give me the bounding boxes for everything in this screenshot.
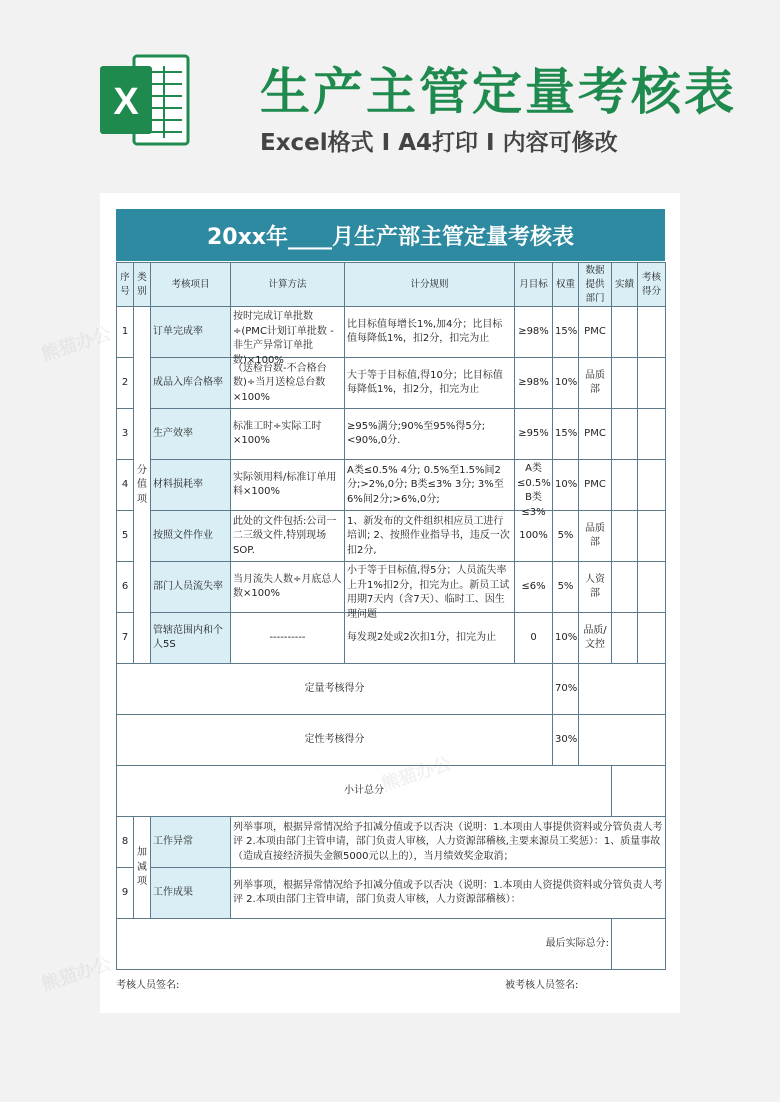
qual-score-label: 定性考核得分	[117, 715, 553, 766]
row-number: 9	[117, 868, 134, 919]
target-cell[interactable]: 0	[515, 613, 553, 664]
rule-text: 小于等于目标值,得5分；人员流失率上升1%扣2分，扣完为止。新员工试用期7天内（含7天）、临时工、因生理问题	[347, 565, 510, 620]
col-header: 计算方法	[231, 263, 345, 307]
final-score-label: 最后实际总分:	[117, 919, 612, 970]
target-cell[interactable]: 100%	[515, 511, 553, 562]
quant-score-row	[117, 664, 666, 715]
row-number: 2	[117, 358, 134, 409]
method-cell[interactable]: ----------	[231, 613, 345, 664]
score-cell[interactable]	[638, 307, 666, 358]
item-cell[interactable]: 按照文件作业	[151, 511, 231, 562]
assessment-table	[116, 262, 666, 970]
table-row	[117, 307, 666, 358]
qual-weight: 30%	[553, 715, 579, 766]
actual-cell[interactable]	[612, 409, 638, 460]
row-number: 7	[117, 613, 134, 664]
actual-cell[interactable]	[612, 307, 638, 358]
dept-cell[interactable]: PMC	[579, 409, 612, 460]
rule-text: 1、新发布的文件组织相应员工进行培训; 2、按照作业指导书，违反一次扣2分,	[347, 515, 510, 556]
col-header: 实績	[612, 263, 638, 307]
item-cell[interactable]: 部门人员流失率	[151, 562, 231, 613]
subtotal-label: 小计总分	[117, 766, 612, 817]
table-row	[117, 613, 666, 664]
target-cell[interactable]: ≥95%	[515, 409, 553, 460]
dept-cell[interactable]: 品质部	[579, 511, 612, 562]
qual-score-row	[117, 715, 666, 766]
page-subtitle: Excel格式 I A4打印 I 内容可修改	[260, 130, 618, 156]
watermark: 熊猫办公	[38, 323, 114, 366]
qual-score-value[interactable]	[579, 715, 666, 766]
rule-cell[interactable]	[345, 460, 515, 511]
header	[0, 0, 780, 190]
item-cell[interactable]: 工作异常	[151, 817, 231, 868]
dept-cell[interactable]: 品质/文控	[579, 613, 612, 664]
score-cell[interactable]	[638, 511, 666, 562]
method-cell[interactable]	[231, 460, 345, 511]
row-number: 3	[117, 409, 134, 460]
col-header: 计分规则	[345, 263, 515, 307]
method-cell[interactable]	[231, 562, 345, 613]
method-cell[interactable]	[231, 307, 345, 366]
extra-text: 列举事项，根据异常情况给予扣减分值或予以否决（说明：1.本项由人资提供资料或分管负责人考评 2.本项由部门主管申请，部门负责人审核，人力资源部稽核）：	[233, 879, 663, 906]
dept-cell[interactable]: PMC	[579, 460, 612, 511]
col-header: 序号	[117, 263, 134, 307]
score-cell[interactable]	[638, 562, 666, 613]
method-text: 此处的文件包括:公司一二三级文件,特别现场SOP.	[233, 515, 337, 556]
col-header: 类别	[134, 263, 151, 307]
extra-text-cell[interactable]	[231, 817, 666, 868]
col-header: 考核得分	[638, 263, 666, 307]
dept-cell[interactable]: PMC	[579, 307, 612, 358]
actual-cell[interactable]	[612, 460, 638, 511]
item-cell[interactable]: 成品入库合格率	[151, 358, 231, 409]
table-row	[117, 460, 666, 511]
row-number: 4	[117, 460, 134, 511]
weight-cell[interactable]: 15%	[553, 409, 579, 460]
row-number: 6	[117, 562, 134, 613]
rule-text: ≥95%满分;90%至95%得5分;<90%,0分.	[347, 420, 486, 447]
watermark: 熊猫办公	[38, 953, 114, 996]
method-cell[interactable]	[231, 409, 345, 460]
item-cell[interactable]: 材料损耗率	[151, 460, 231, 511]
row-number: 1	[117, 307, 134, 358]
extra-text-cell[interactable]	[231, 868, 666, 919]
method-text: 实际领用料/标准订单用料×100%	[233, 471, 337, 498]
actual-cell[interactable]	[612, 613, 638, 664]
method-cell[interactable]	[231, 511, 345, 562]
subtotal-value[interactable]	[612, 766, 666, 817]
rule-text: 大于等于目标值,得10分；比目标值每降低1%，扣2分，扣完为止	[347, 369, 503, 396]
actual-cell[interactable]	[612, 562, 638, 613]
col-header: 月目标	[515, 263, 553, 307]
weight-cell[interactable]: 10%	[553, 613, 579, 664]
target-cell[interactable]: ≤6%	[515, 562, 553, 613]
target-cell[interactable]: ≥98%	[515, 358, 553, 409]
col-header: 考核项目	[151, 263, 231, 307]
table-row	[117, 409, 666, 460]
dept-cell[interactable]: 品质部	[579, 358, 612, 409]
score-cell[interactable]	[638, 409, 666, 460]
rule-cell[interactable]	[345, 511, 515, 562]
assessee-signature-label: 被考核人员签名:	[505, 980, 579, 991]
weight-cell[interactable]: 5%	[553, 511, 579, 562]
dept-cell[interactable]: 人资部	[579, 562, 612, 613]
category-cell: 加减项	[134, 817, 151, 919]
svg-text:X: X	[113, 81, 139, 123]
weight-cell[interactable]: 10%	[553, 460, 579, 511]
score-cell[interactable]	[638, 460, 666, 511]
quant-score-value[interactable]	[579, 664, 666, 715]
weight-cell[interactable]: 15%	[553, 307, 579, 358]
score-cell[interactable]	[638, 358, 666, 409]
rule-cell[interactable]: 每发现2处或2次扣1分，扣完为止	[345, 613, 515, 664]
excel-logo-icon	[100, 50, 192, 150]
score-cell[interactable]	[638, 613, 666, 664]
table-row	[117, 511, 666, 562]
assessor-signature-label: 考核人员签名:	[116, 980, 180, 991]
item-cell[interactable]: 订单完成率	[151, 307, 231, 358]
row-number: 8	[117, 817, 134, 868]
quant-score-label: 定量考核得分	[117, 664, 553, 715]
target-cell[interactable]: ≥98%	[515, 307, 553, 358]
rule-cell[interactable]	[345, 562, 515, 620]
method-text: 当月流失人数÷月底总人数×100%	[233, 573, 342, 600]
method-text: （送检台数-不合格台数)÷当月送检总台数×100%	[233, 362, 327, 403]
quant-weight: 70%	[553, 664, 579, 715]
actual-cell[interactable]	[612, 358, 638, 409]
page-title: 生产主管定量考核表	[260, 63, 737, 121]
rule-cell[interactable]	[345, 307, 515, 358]
col-header: 数据提供部门	[579, 263, 612, 307]
item-cell[interactable]: 工作成果	[151, 868, 231, 919]
weight-cell[interactable]: 10%	[553, 358, 579, 409]
method-text: 按时完成订单批数÷(PMC计划订单批数 - 非生产异常订单批数)×100%	[233, 311, 334, 366]
final-score-value[interactable]	[612, 919, 666, 970]
rule-text: A类≤0.5% 4分; 0.5%至1.5%间2分;>2%,0分; B类≤3% 3分; 3%至6%间2分;>6%,0分;	[347, 464, 504, 505]
table-row	[117, 817, 666, 868]
table-row	[117, 562, 666, 613]
item-cell[interactable]: 生产效率	[151, 409, 231, 460]
weight-cell[interactable]: 5%	[553, 562, 579, 613]
method-text: 标准工时÷实际工时×100%	[233, 420, 322, 447]
rule-cell[interactable]	[345, 358, 515, 409]
table-header-row	[117, 263, 666, 307]
target-cell[interactable]	[515, 460, 553, 518]
rule-cell[interactable]	[345, 409, 515, 460]
row-number: 5	[117, 511, 134, 562]
category-cell: 分值项	[134, 307, 151, 664]
extra-text: 列举事项，根据异常情况给予扣减分值或予以否决（说明：1.本项由人事提供资料或分管负责人考评 2.本项由部门主管申请，部门负责人审核，人力资源部稽核,主要来源员工奖惩）：1、质量事故（造成直接经济损失金额5000元以上的），当月绩效奖金取消；	[233, 821, 663, 862]
table-row	[117, 358, 666, 409]
col-header: 权重	[553, 263, 579, 307]
item-cell[interactable]: 管辖范围内和个人5S	[151, 613, 231, 664]
rule-text: 比目标值每增长1%,加4分；比目标值每降低1%，扣2分，扣完为止	[347, 318, 503, 345]
sheet-banner-title: 20xx年____月生产部主管定量考核表	[116, 209, 665, 261]
subtotal-row	[117, 766, 666, 817]
table-row	[117, 868, 666, 919]
actual-cell[interactable]	[612, 511, 638, 562]
method-cell[interactable]	[231, 358, 345, 409]
target-text: A类≤0.5% B类≤3%	[517, 463, 551, 518]
final-score-row	[117, 919, 666, 970]
